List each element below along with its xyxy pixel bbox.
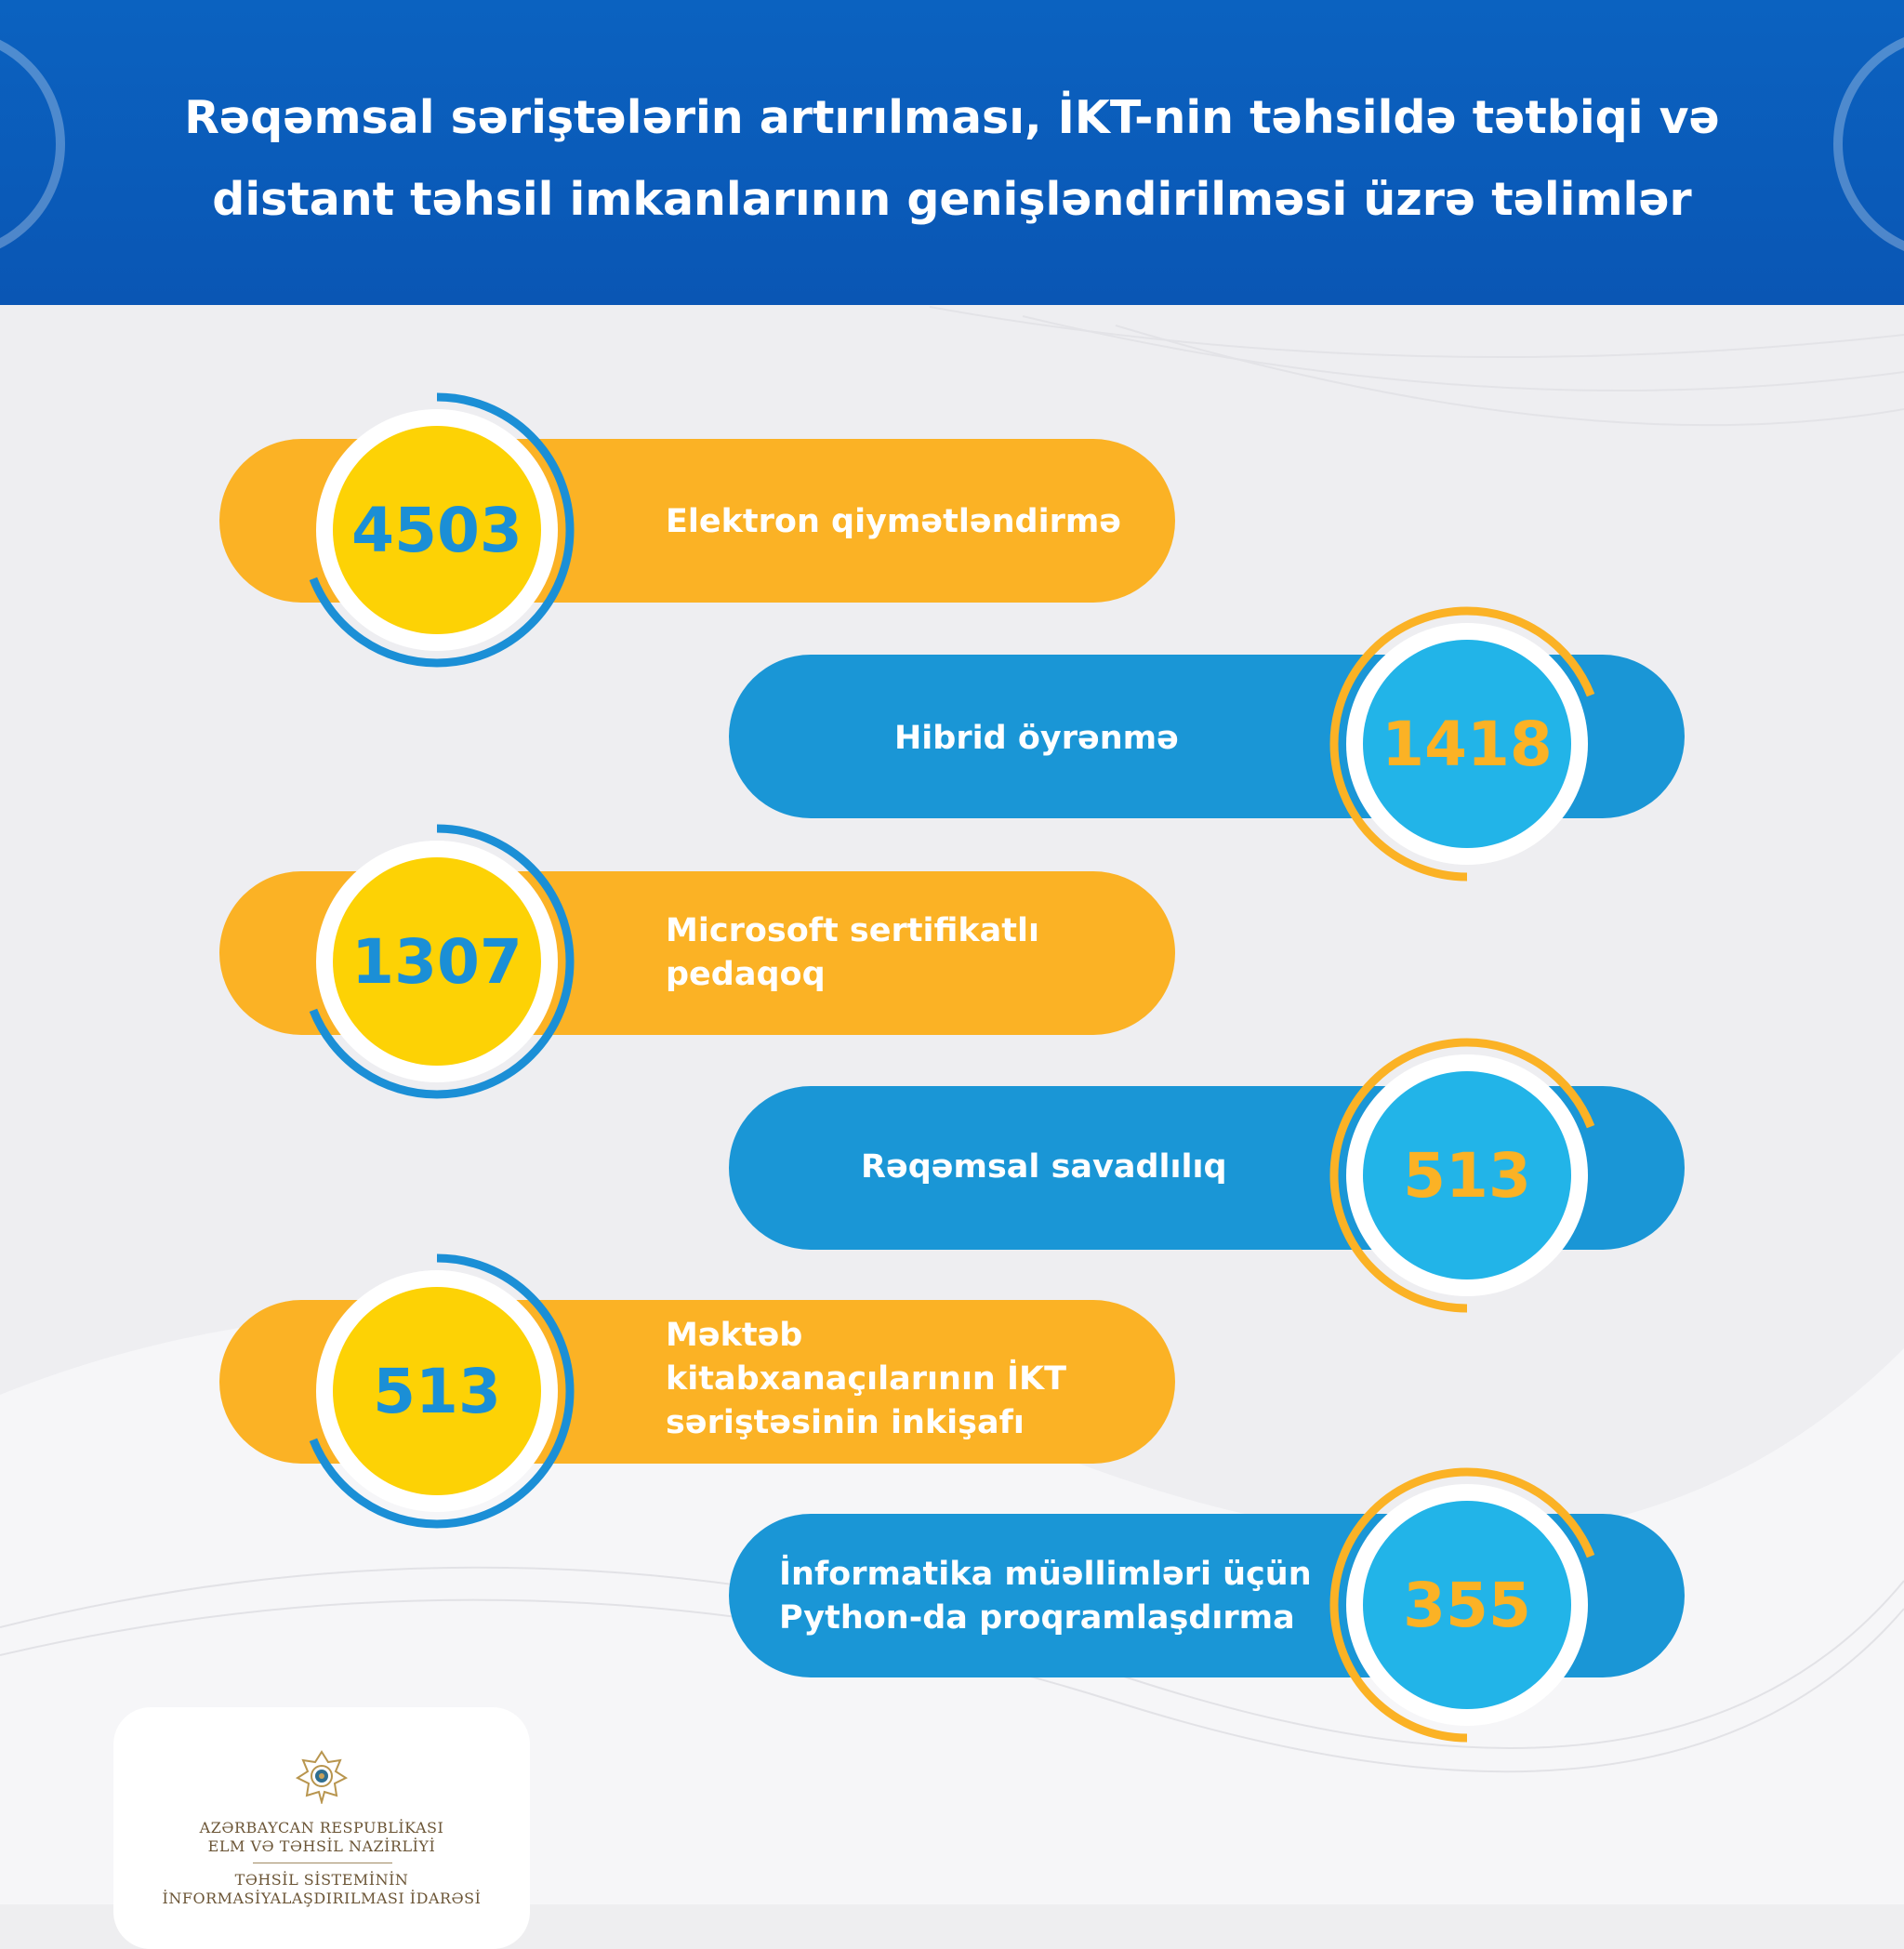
stat-label-4 [861,1146,1227,1189]
stat-label-3-line-2: pedaqoq [666,956,826,993]
stat-circle-1 [288,381,586,679]
stat-label-5-line-1: Məktəb [666,1317,803,1354]
stat-circle-4 [1318,1027,1616,1324]
stat-value-2: 1418 [1382,708,1553,780]
stat-value-6: 355 [1403,1569,1531,1641]
logo-line-2: ELM VƏ TƏHSİL NAZİRLİYİ [207,1837,436,1855]
logo-line-1: AZƏRBAYCAN RESPUBLİKASI [199,1819,444,1836]
stat-value-4: 513 [1403,1139,1531,1212]
stat-label-2-line: Hibrid öyrənmə [894,720,1179,757]
stat-label-6-line-2: Python-da proqramlaşdırma [779,1599,1295,1637]
stat-label-5-line-2: kitabxanaçılarının İKT [666,1360,1067,1398]
stat-circle-3 [288,813,586,1110]
stat-value-1: 4503 [351,494,522,566]
stat-value-5: 513 [373,1355,501,1427]
stat-label-5-line-3: səriştəsinin inkişafı [666,1404,1025,1441]
header-banner [0,0,1904,305]
stat-circle-6 [1318,1456,1616,1754]
logo-line-3: TƏHSİL SİSTEMİNİN [234,1871,409,1889]
page-title-line-2: distant təhsil imkanlarının genişləndirilməsi üzrə təlimlər [212,173,1692,226]
stat-circle-2 [1318,595,1616,893]
stat-circle-5 [288,1242,586,1540]
stat-label-3-line-1: Microsoft sertifikatlı [666,912,1040,949]
page-title-line-1: Rəqəmsal səriştələrin artırılması, İKT-nin təhsildə tətbiqi və [184,91,1720,144]
stat-label-4-line: Rəqəmsal savadlılıq [861,1148,1227,1186]
logo-line-4: İNFORMASİYALAŞDIRILMASI İDARƏSİ [162,1889,482,1907]
stat-label-6-line-1: İnformatika müəllimləri üçün [779,1556,1312,1593]
stat-label-5 [666,1314,1066,1445]
ministry-emblem-icon [294,1748,350,1804]
stat-label-2 [894,717,1179,761]
stat-label-1 [666,500,1121,544]
stat-label-3 [666,909,1039,997]
stat-value-3: 1307 [351,925,522,998]
stat-label-6 [779,1553,1312,1640]
stat-label-1-line: Elektron qiymətləndirmə [666,503,1122,540]
ministry-logo-card [113,1707,530,1949]
